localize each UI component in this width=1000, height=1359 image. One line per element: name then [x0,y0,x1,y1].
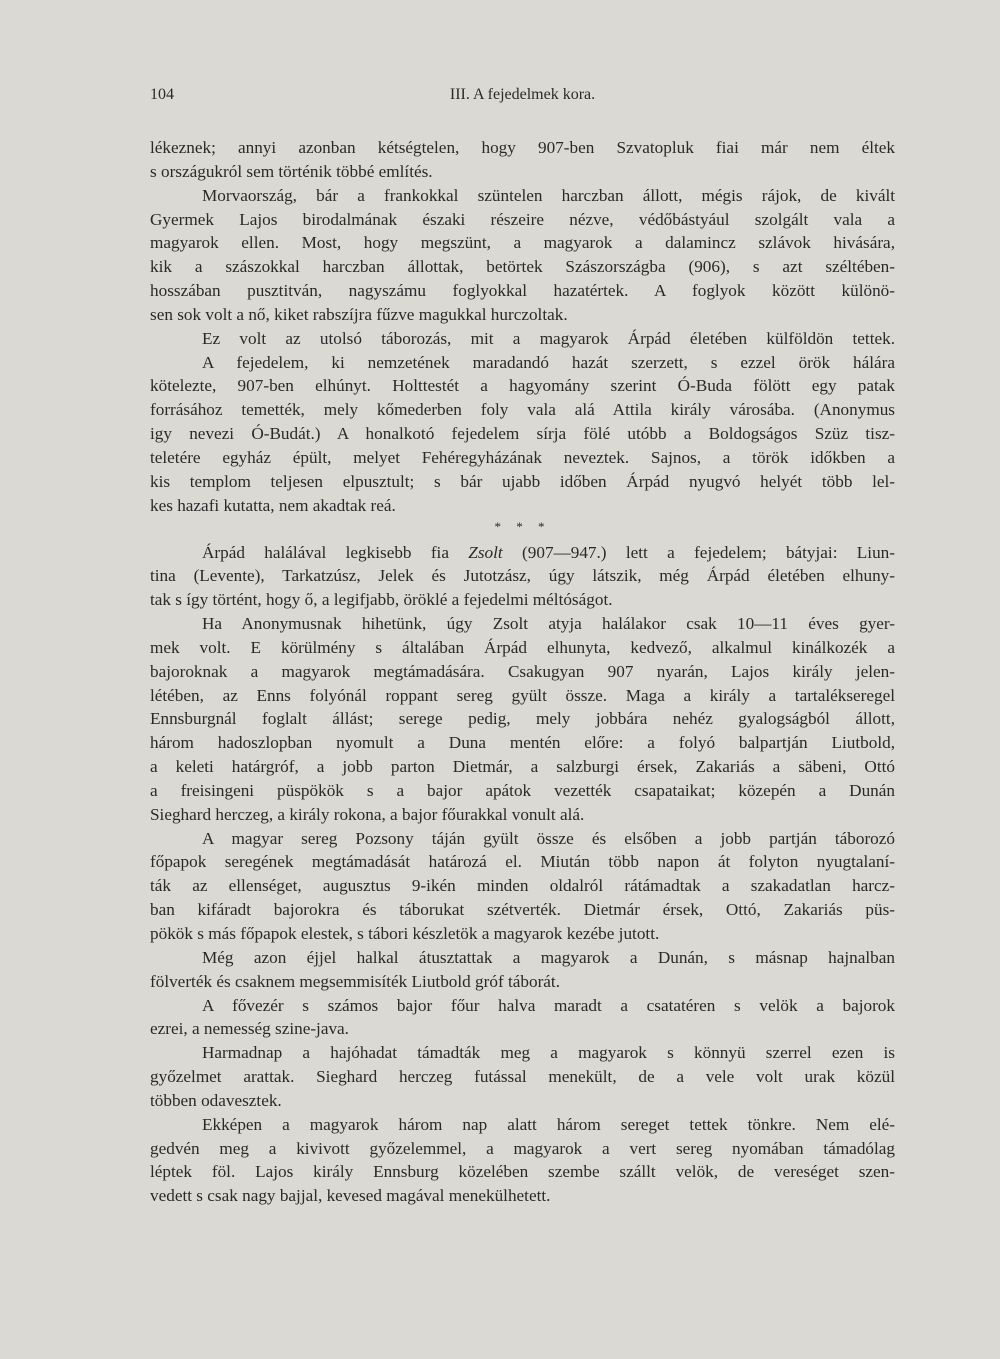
text-line: többen odavesztek. [150,1090,282,1110]
text-line: magyarok ellen. Most, hogy megszünt, a magyarok a dalamincz szlávok hivására, [150,233,895,253]
text-line: Gyermek Lajos birodalmának északi részeire nézve, védőbástyául szolgált vala a [150,209,895,229]
text-line: lékeznek; annyi azonban kétségtelen, hogy 907-ben Szvatopluk fiai már nem éltek [150,138,895,157]
text-line: gedvén meg a kivivott győzelemmel, a magyarok a vert sereg nyomában támadólag [150,1138,895,1158]
text-line: Morvaország, bár a frankokkal szüntelen harczban állott, mégis rájok, de kivált [202,185,895,205]
text-line: Ha Anonymusnak hihetünk, úgy Zsolt atyja halálakor csak 10—11 éves gyer- [202,614,895,634]
text-line: ezrei, a nemesség szine-java. [150,1019,349,1039]
text-line: ták az ellenséget, augusztus 9-ikén minden oldalról rátámadtak a szakadatlan harcz- [150,876,895,896]
text-line: hosszában pusztitván, nagyszámu foglyokkal hazatértek. A foglyok között különö- [150,281,895,301]
text-line: léptek föl. Lajos király Ennsburg közelében szembe szállt velök, de vereséget szen- [150,1162,895,1182]
text-line: teletére egyház épült, melyet Fehéregyházának neveztek. Sajnos, a török időkben a [150,447,895,467]
text-line: pökök s más főpapok elestek, s tábori készletök a magyarok kezébe jutott. [150,924,660,943]
page-number: 104 [150,86,174,103]
text-line: sen sok volt a nő, kiket rabszíjra fűzve magukkal hurczoltak. [150,304,568,324]
text-line: kis templom teljesen elpusztult; s bár ujabb időben Árpád nyugvó helyét több lel- [150,471,895,491]
text-line: kötelezte, 907-ben elhúnyt. Holttestét a hagyomány szerint Ó-Buda fölött egy patak [150,376,895,396]
text-line: győzelmet arattak. Sieghard herczeg futással menekült, de a vele volt urak közül [150,1067,895,1087]
section-separator: * * * [494,518,551,534]
text-line: A fejedelem, ki nemzetének maradandó hazát szerzett, s ezzel örök hálára [202,352,895,372]
text-fragment: (907—947.) lett a fejedelem; bátyjai: Liun- [502,542,895,562]
italic-name: Zsolt [468,542,503,562]
text-line: tak s így történt, hogy ő, a legifjabb, öröklé a fejedelmi méltóságot. [150,590,613,610]
text-fragment: Árpád halálával legkisebb fia [202,542,469,562]
text-line: tina (Levente), Tarkatzúsz, Jelek és Jutotzász, úgy látszik, még Árpád életében elhuny- [150,566,895,586]
text-line: s országukról sem történik többé említés. [150,161,433,181]
text-line: a keleti határgróf, a jobb parton Dietmár, a salzburgi érsek, Zakariás a säbeni, Ottó [150,757,895,777]
text-line: kik a szászokkal harczban állottak, betörtek Szászországba (906), s azt széltében- [150,257,895,277]
text-line: A magyar sereg Pozsony táján gyült össze és elsőben a jobb partján táborozó [202,828,895,848]
text-line: Harmadnap a hajóhadat támadták meg a magyarok s könnyü szerrel ezen is [202,1043,895,1063]
text-line: főpapok seregének megtámadását határozá el. Miután több napon át folyton nyugtalaní- [150,852,895,872]
text-line: a freisingeni püspökök s a bajor apátok vezették csapataikat; közepén a Dunán [150,780,895,800]
text-line: ban kifáradt bajorokra és táborukat szétverték. Dietmár érsek, Ottó, Zakariás püs- [150,900,895,920]
text-line: Ez volt az utolsó táborozás, mit a magyarok Árpád életében külföldön tettek. [202,328,895,348]
text-line: létében, az Enns folyónál roppant sereg gyült össze. Maga a király a tartalékseregel [150,685,895,705]
text-line: igy nevezi Ó-Budát.) A honalkotó fejedelem sírja fölé utóbb a Boldogságos Szüz tisz- [150,424,895,444]
text-line: A fővezér s számos bajor főur halva maradt a csatatéren s velök a bajorok [202,995,895,1015]
text-line: Még azon éjjel halkal átusztattak a magyarok a Dunán, s másnap hajnalban [202,947,895,967]
text-line: kes hazafi kutatta, nem akadtak reá. [150,495,396,515]
page-header [150,86,895,106]
text-line: mek volt. E körülmény s általában Árpád elhunyta, kedvező, alkalmul kinálkozék a [150,637,895,657]
text-line: vedett s csak nagy bajjal, kevesed magával menekülhetett. [150,1186,551,1206]
text-line [150,541,895,565]
text-line: Ennsburgnál foglalt állást; serege pedig, mely jobbára nehéz gyalogságból állott, [150,709,895,729]
text-line: Sieghard herczeg, a király rokona, a bajor főurakkal vonult alá. [150,804,585,824]
text-line: bajoroknak a magyarok megtámadására. Csakugyan 907 nyarán, Lajos király jelen- [150,661,895,681]
text-line: fölverték és csaknem megsemmisíték Liutbold gróf táborát. [150,971,560,991]
body-text [150,136,895,1208]
running-head: III. A fejedelmek kora. [449,86,596,103]
text-line: három hadoszlopban nyomult a Duna mentén előre: a folyó balpartján Liutbold, [150,733,895,753]
text-line: Ekképen a magyarok három nap alatt három sereget tettek tönkre. Nem elé- [202,1114,895,1134]
text-line: forrásához temették, mely kőmederben foly vala alá Attila király városába. (Anonymus [150,400,895,420]
